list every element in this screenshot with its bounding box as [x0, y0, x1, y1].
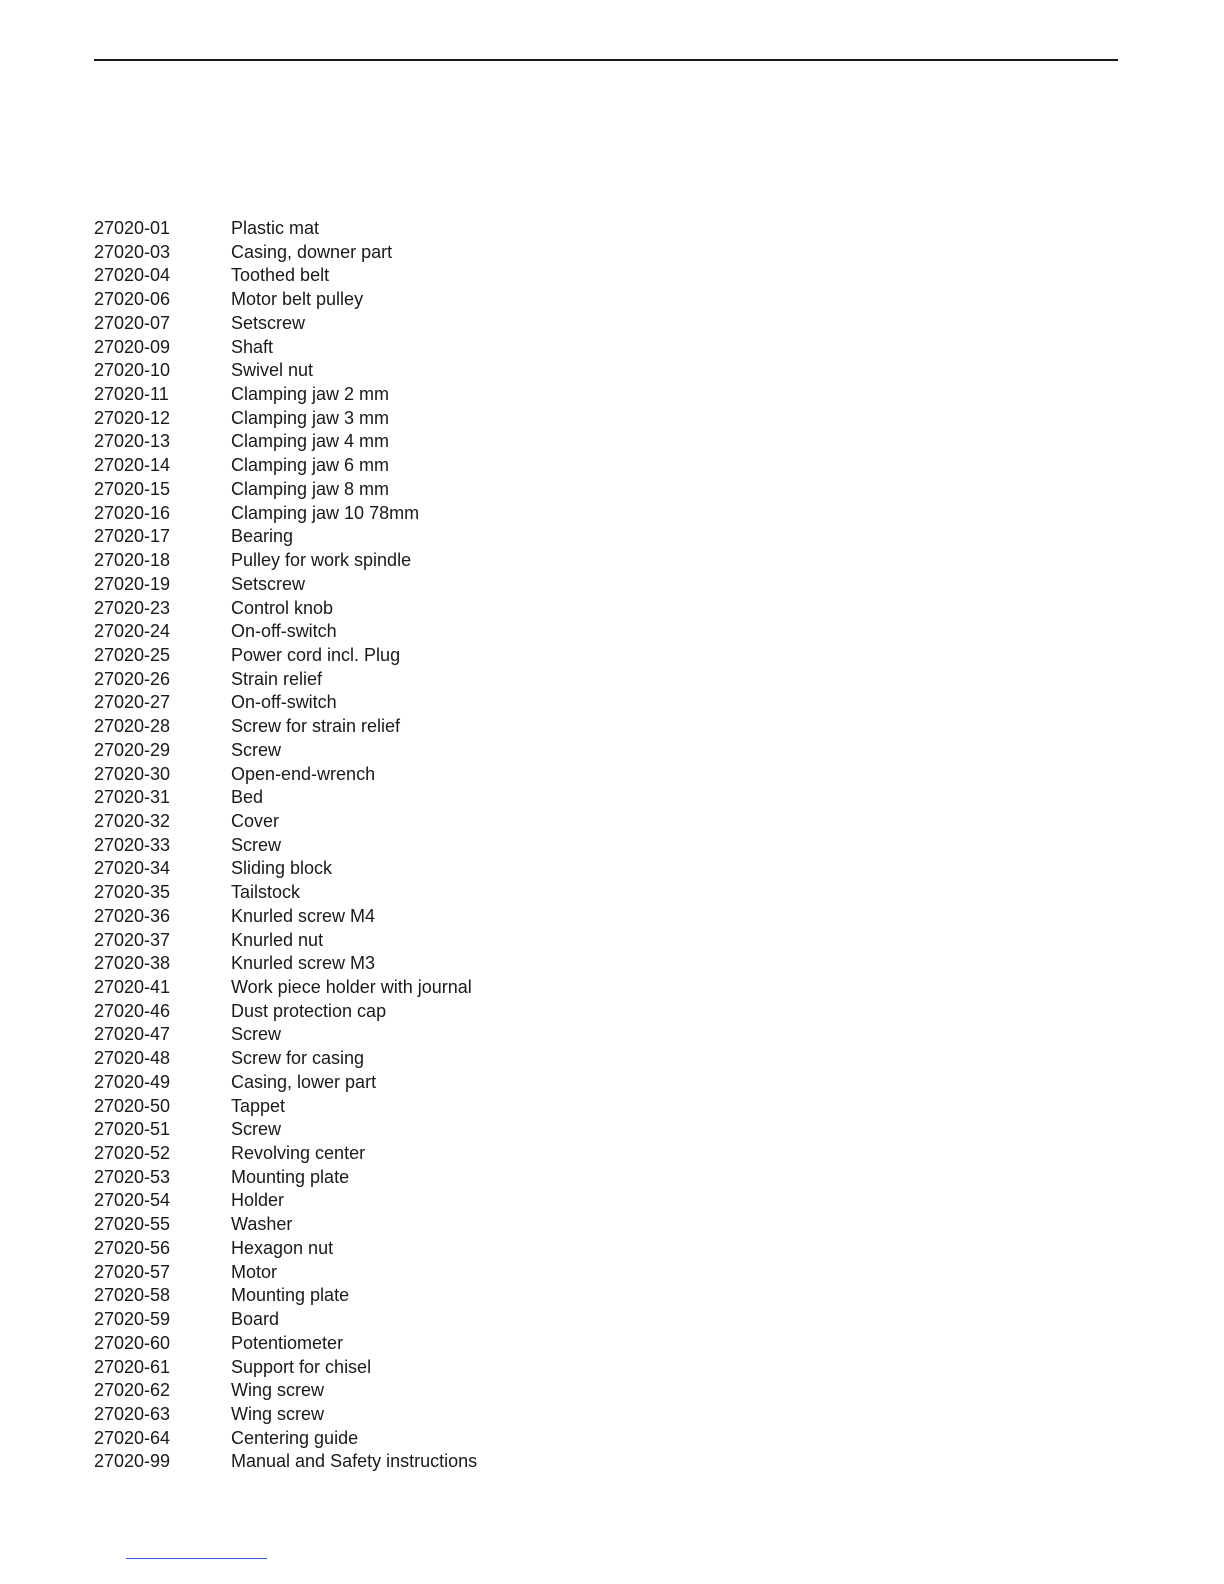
parts-list-row — [94, 1095, 477, 1119]
part-number: 27020-63 — [94, 1403, 171, 1424]
part-number: 27020-23 — [94, 597, 171, 618]
part-number: 27020-28 — [94, 716, 171, 737]
part-number: 27020-58 — [94, 1285, 171, 1306]
part-number: 27020-06 — [94, 289, 171, 310]
part-number: 27020-11 — [94, 384, 169, 405]
parts-list-row — [94, 1000, 477, 1024]
part-description: Clamping jaw 6 mm — [231, 455, 390, 476]
parts-list-row — [94, 976, 477, 1000]
part-description: Open-end-wrench — [231, 763, 376, 784]
part-number: 27020-56 — [94, 1237, 171, 1258]
part-number: 27020-47 — [94, 1024, 171, 1045]
parts-list-row — [94, 407, 477, 431]
parts-list-row — [94, 905, 477, 929]
parts-list-row — [94, 1166, 477, 1190]
part-description: Washer — [231, 1214, 293, 1235]
part-number: 27020-41 — [94, 977, 171, 997]
footer-link-underline[interactable] — [126, 1558, 267, 1559]
part-description: Power cord incl. Plug — [231, 644, 401, 665]
part-number: 27020-51 — [94, 1119, 171, 1140]
part-description: Motor — [231, 1261, 278, 1282]
part-description: Knurled nut — [231, 929, 324, 950]
part-number: 27020-62 — [94, 1380, 171, 1401]
part-description: Screw — [231, 739, 282, 760]
part-number: 27020-13 — [94, 431, 171, 452]
parts-list-row — [94, 549, 477, 573]
part-number: 27020-09 — [94, 336, 171, 357]
parts-list-row — [94, 336, 477, 360]
part-description: Cover — [231, 810, 280, 831]
parts-list-row — [94, 929, 477, 953]
part-description: Clamping jaw 8 mm — [231, 478, 390, 499]
parts-list-row — [94, 691, 477, 715]
part-number: 27020-10 — [94, 360, 171, 381]
part-description: Knurled screw M3 — [231, 953, 376, 974]
parts-list-row — [94, 763, 477, 787]
part-number: 27020-48 — [94, 1048, 171, 1069]
part-description: Revolving center — [231, 1143, 366, 1164]
parts-list-row — [94, 502, 477, 526]
parts-list-row — [94, 478, 477, 502]
parts-list-row — [94, 1118, 477, 1142]
parts-list-row — [94, 952, 477, 976]
part-number: 27020-54 — [94, 1190, 171, 1211]
part-description: Tailstock — [231, 882, 301, 903]
part-description: Wing screw — [231, 1403, 325, 1424]
parts-list-row — [94, 857, 477, 881]
part-number: 27020-49 — [94, 1071, 171, 1092]
parts-list-row — [94, 1356, 477, 1380]
part-number: 27020-24 — [94, 621, 171, 642]
part-description: Bearing — [231, 526, 294, 547]
part-description: On-off-switch — [231, 692, 337, 713]
part-description: Plastic mat — [231, 218, 320, 238]
part-description: Casing, downer part — [231, 241, 393, 262]
part-number: 27020-55 — [94, 1214, 171, 1235]
part-description: Manual and Safety instructions — [231, 1451, 478, 1472]
parts-list-row — [94, 264, 477, 288]
parts-list-row — [94, 1213, 477, 1237]
part-number: 27020-26 — [94, 668, 171, 689]
part-number: 27020-04 — [94, 265, 171, 286]
part-description: Screw for strain relief — [231, 716, 401, 737]
part-number: 27020-32 — [94, 810, 171, 831]
part-description: Centering guide — [231, 1427, 359, 1448]
part-description: Pulley for work spindle — [231, 550, 412, 571]
part-number: 27020-29 — [94, 739, 171, 760]
part-description: Motor belt pulley — [231, 289, 364, 310]
parts-list-row — [94, 1023, 477, 1047]
parts-list — [94, 217, 477, 1474]
part-description: Screw — [231, 834, 282, 855]
part-number: 27020-31 — [94, 787, 171, 808]
part-number: 27020-60 — [94, 1332, 171, 1353]
header-divider — [94, 59, 1118, 61]
parts-list-row — [94, 810, 477, 834]
part-number: 27020-16 — [94, 502, 171, 523]
part-description: Toothed belt — [231, 265, 330, 286]
part-number: 27020-37 — [94, 929, 171, 950]
part-description: Clamping jaw 2 mm — [231, 384, 390, 405]
parts-list-row — [94, 644, 477, 668]
part-description: Wing screw — [231, 1380, 325, 1401]
part-number: 27020-15 — [94, 478, 171, 499]
part-description: Hexagon nut — [231, 1237, 334, 1258]
part-number: 27020-34 — [94, 858, 171, 879]
part-number: 27020-35 — [94, 882, 171, 903]
parts-list-row — [94, 834, 477, 858]
part-number: 27020-30 — [94, 763, 171, 784]
part-number: 27020-61 — [94, 1356, 171, 1377]
parts-list-row — [94, 1047, 477, 1071]
parts-list-row — [94, 620, 477, 644]
parts-list-row — [94, 383, 477, 407]
part-number: 27020-17 — [94, 526, 171, 547]
part-description: Knurled screw M4 — [231, 905, 376, 926]
part-number: 27020-99 — [94, 1451, 171, 1472]
part-description: Shaft — [231, 336, 274, 357]
part-number: 27020-57 — [94, 1261, 171, 1282]
part-description: Setscrew — [231, 312, 306, 333]
part-number: 27020-14 — [94, 455, 171, 476]
part-description: Mounting plate — [231, 1285, 350, 1306]
parts-list-row — [94, 1332, 477, 1356]
parts-list-row — [94, 1142, 477, 1166]
part-description: Clamping jaw 3 mm — [231, 407, 390, 428]
parts-list-row — [94, 312, 477, 336]
part-description: Clamping jaw 4 mm — [231, 431, 390, 452]
part-number: 27020-25 — [94, 644, 171, 665]
part-number: 27020-36 — [94, 905, 171, 926]
parts-list-row — [94, 1308, 477, 1332]
part-number: 27020-52 — [94, 1143, 171, 1164]
parts-list-row — [94, 1284, 477, 1308]
parts-list-row — [94, 1237, 477, 1261]
parts-list-row — [94, 454, 477, 478]
part-description: On-off-switch — [231, 621, 337, 642]
part-number: 27020-01 — [94, 218, 171, 238]
part-description: Swivel nut — [231, 360, 314, 381]
parts-list-row — [94, 786, 477, 810]
parts-list-row — [94, 1403, 477, 1427]
parts-list-row — [94, 668, 477, 692]
parts-list-row — [94, 241, 477, 265]
part-number: 27020-07 — [94, 312, 171, 333]
part-number: 27020-50 — [94, 1095, 171, 1116]
part-description: Strain relief — [231, 668, 323, 689]
parts-list-row — [94, 525, 477, 549]
part-number: 27020-38 — [94, 953, 171, 974]
part-number: 27020-19 — [94, 573, 171, 594]
parts-list-row — [94, 288, 477, 312]
part-description: Setscrew — [231, 573, 306, 594]
parts-list-row — [94, 359, 477, 383]
part-number: 27020-64 — [94, 1427, 171, 1448]
part-description: Dust protection cap — [231, 1000, 387, 1021]
parts-list-row — [94, 217, 477, 241]
parts-list-row — [94, 1427, 477, 1451]
part-description: Casing, lower part — [231, 1071, 377, 1092]
part-number: 27020-18 — [94, 550, 171, 571]
part-description: Sliding block — [231, 858, 333, 879]
part-number: 27020-03 — [94, 241, 171, 262]
parts-list-row — [94, 739, 477, 763]
part-description: Work piece holder with journal — [231, 977, 472, 997]
part-number: 27020-53 — [94, 1166, 171, 1187]
part-description: Screw — [231, 1119, 282, 1140]
part-number: 27020-12 — [94, 407, 171, 428]
part-number: 27020-46 — [94, 1000, 171, 1021]
parts-list-row — [94, 1189, 477, 1213]
part-description: Mounting plate — [231, 1166, 350, 1187]
part-description: Screw — [231, 1024, 282, 1045]
part-number: 27020-27 — [94, 692, 171, 713]
parts-list-row — [94, 1450, 477, 1474]
parts-list-row — [94, 1261, 477, 1285]
part-description: Tappet — [231, 1095, 286, 1116]
part-description: Support for chisel — [231, 1356, 372, 1377]
part-description: Holder — [231, 1190, 285, 1211]
parts-list-row — [94, 881, 477, 905]
parts-list-row — [94, 1379, 477, 1403]
parts-list-row — [94, 430, 477, 454]
part-description: Screw for casing — [231, 1048, 365, 1069]
parts-list-row — [94, 1071, 477, 1095]
part-description: Clamping jaw 10 78mm — [231, 502, 420, 523]
part-description: Potentiometer — [231, 1332, 344, 1353]
parts-list-row — [94, 715, 477, 739]
parts-list-row — [94, 573, 477, 597]
parts-list-row — [94, 597, 477, 621]
part-number: 27020-33 — [94, 834, 171, 855]
part-description: Board — [231, 1309, 280, 1330]
part-description: Control knob — [231, 597, 334, 618]
part-description: Bed — [231, 787, 264, 808]
part-number: 27020-59 — [94, 1309, 171, 1330]
